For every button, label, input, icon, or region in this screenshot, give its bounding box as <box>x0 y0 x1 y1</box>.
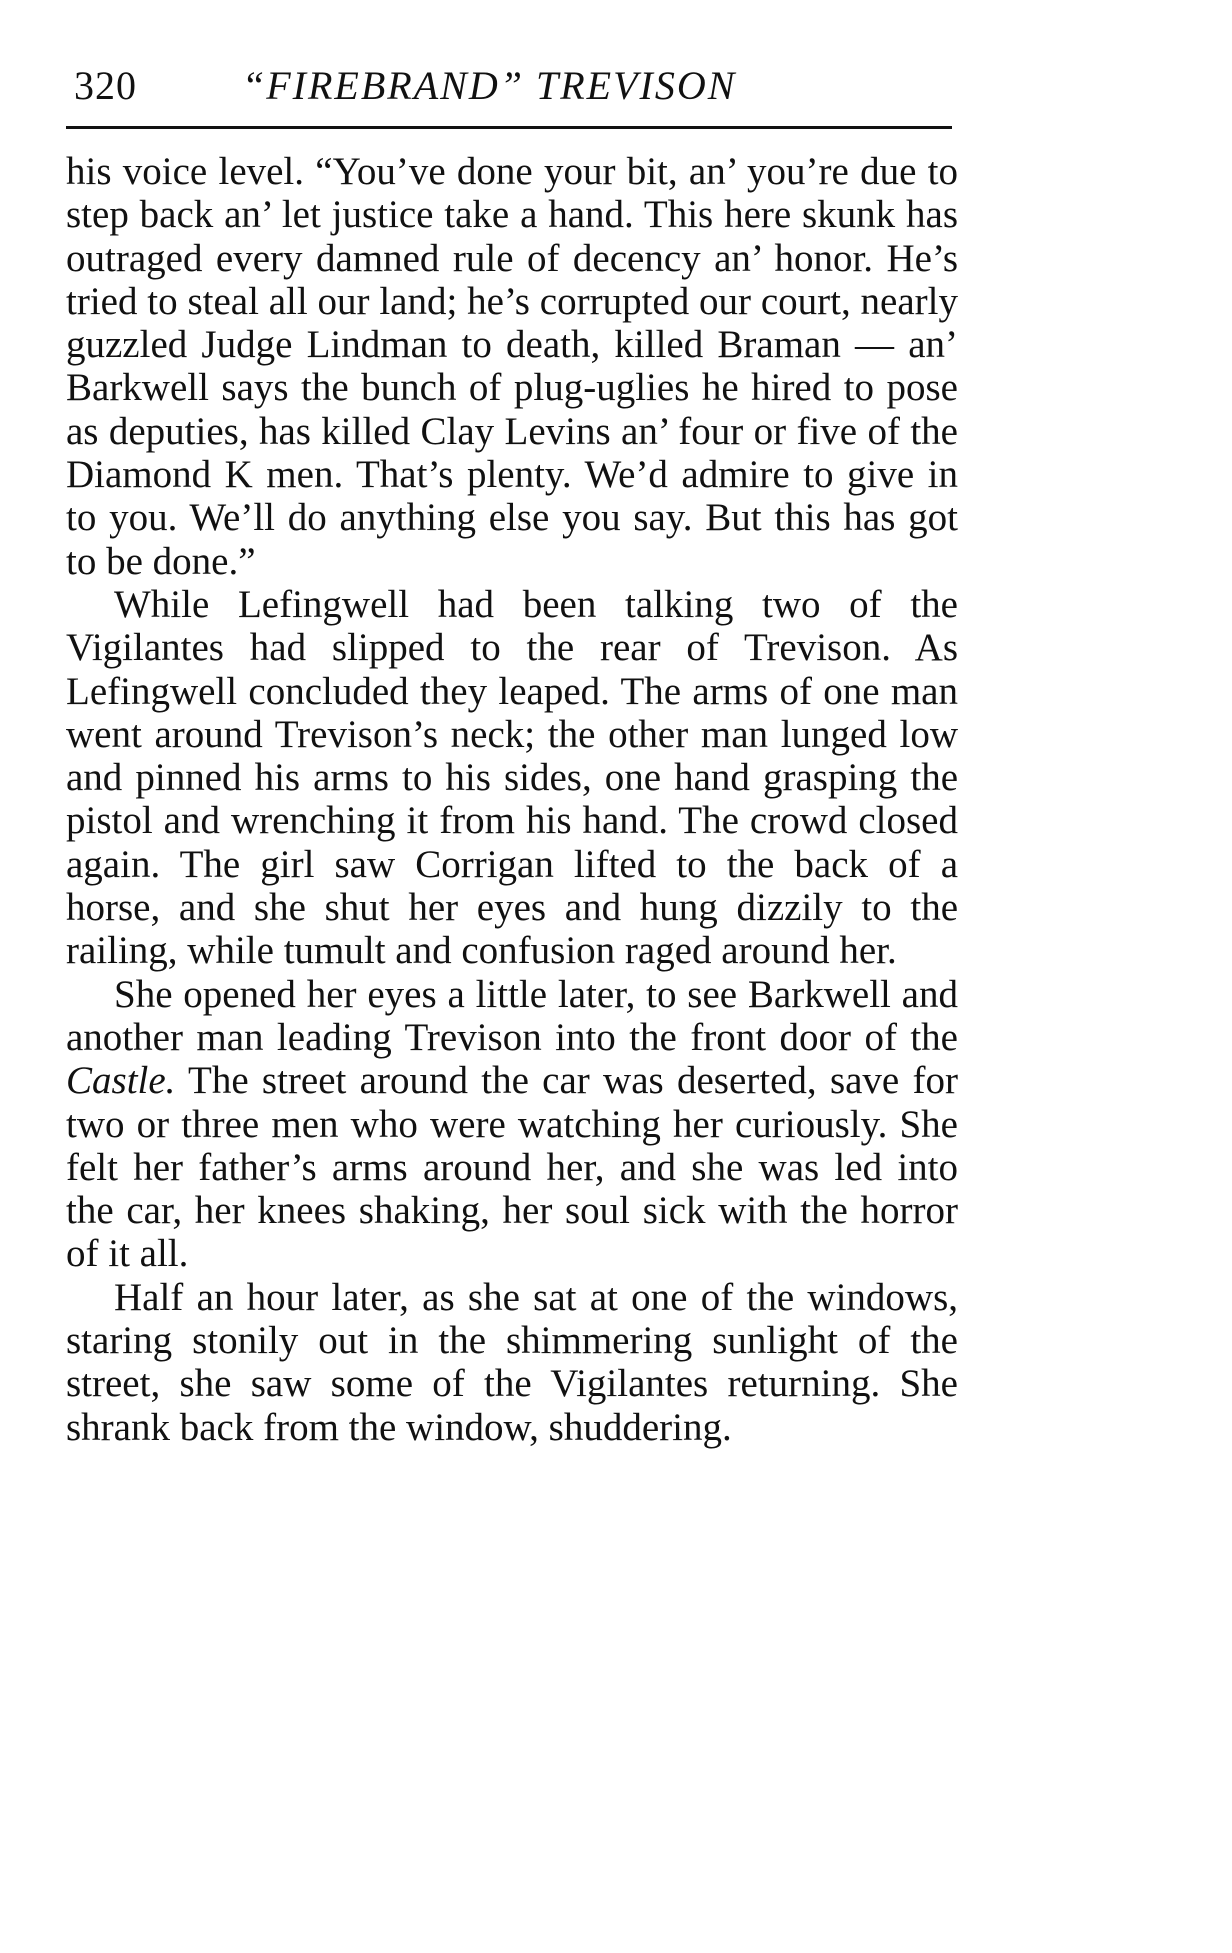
paragraph-1: his voice level. “You’ve done your bit, an’ you’re due to step back an’ let justice take a hand. This here skunk has outraged every damned rule of decency an’ honor. He’s tried to steal all our land; he’s corrupted our court, nearly guzzled Judge Lindman to death, killed Braman — an’ Barkwell says the bunch of plug-uglies he hired to pose as deputies, has killed Clay Levins an’ four or five of the Diamond K men. That’s plenty. We’d admire to give in to you. We’ll do anything else you say. But this has got to be done.” <box>66 150 958 583</box>
paragraph-3-start: She opened her eyes a little later, to see Barkwell and another man leading Trevison into the front door of the <box>66 972 958 1059</box>
body-text <box>66 150 958 1449</box>
page-number: 320 <box>74 63 137 108</box>
running-head <box>74 58 964 114</box>
paragraph-2: While Lefingwell had been talking two of the Vigilantes had slipped to the rear of Trevison. As Lefingwell concluded they leaped. The arms of one man went around Trevison’s neck; the other man lunged low and pinned his arms to his sides, one hand grasping the pistol and wrenching it from his hand. The crowd closed again. The girl saw Corrigan lifted to the back of a horse, and she shut her eyes and hung dizzily to the railing, while tumult and confusion raged around her. <box>66 582 958 973</box>
paragraph-4: Half an hour later, as she sat at one of the windows, staring stonily out in the shimmering sunlight of the street, she saw some of the Vigilantes returning. She shrank back from the window, shuddering. <box>66 1275 958 1449</box>
paragraph-3-end: The street around the car was deserted, save for two or three men who were watching her curiously. She felt her father’s arms around her, and she was led into the car, her knees shaking, her soul sick with the horror of it all. <box>66 1059 958 1276</box>
running-title: “FIREBRAND” TREVISON <box>242 63 737 108</box>
castle-italic: Castle. <box>66 1059 176 1103</box>
header-rule <box>66 126 952 129</box>
paragraph-3 <box>66 973 958 1276</box>
